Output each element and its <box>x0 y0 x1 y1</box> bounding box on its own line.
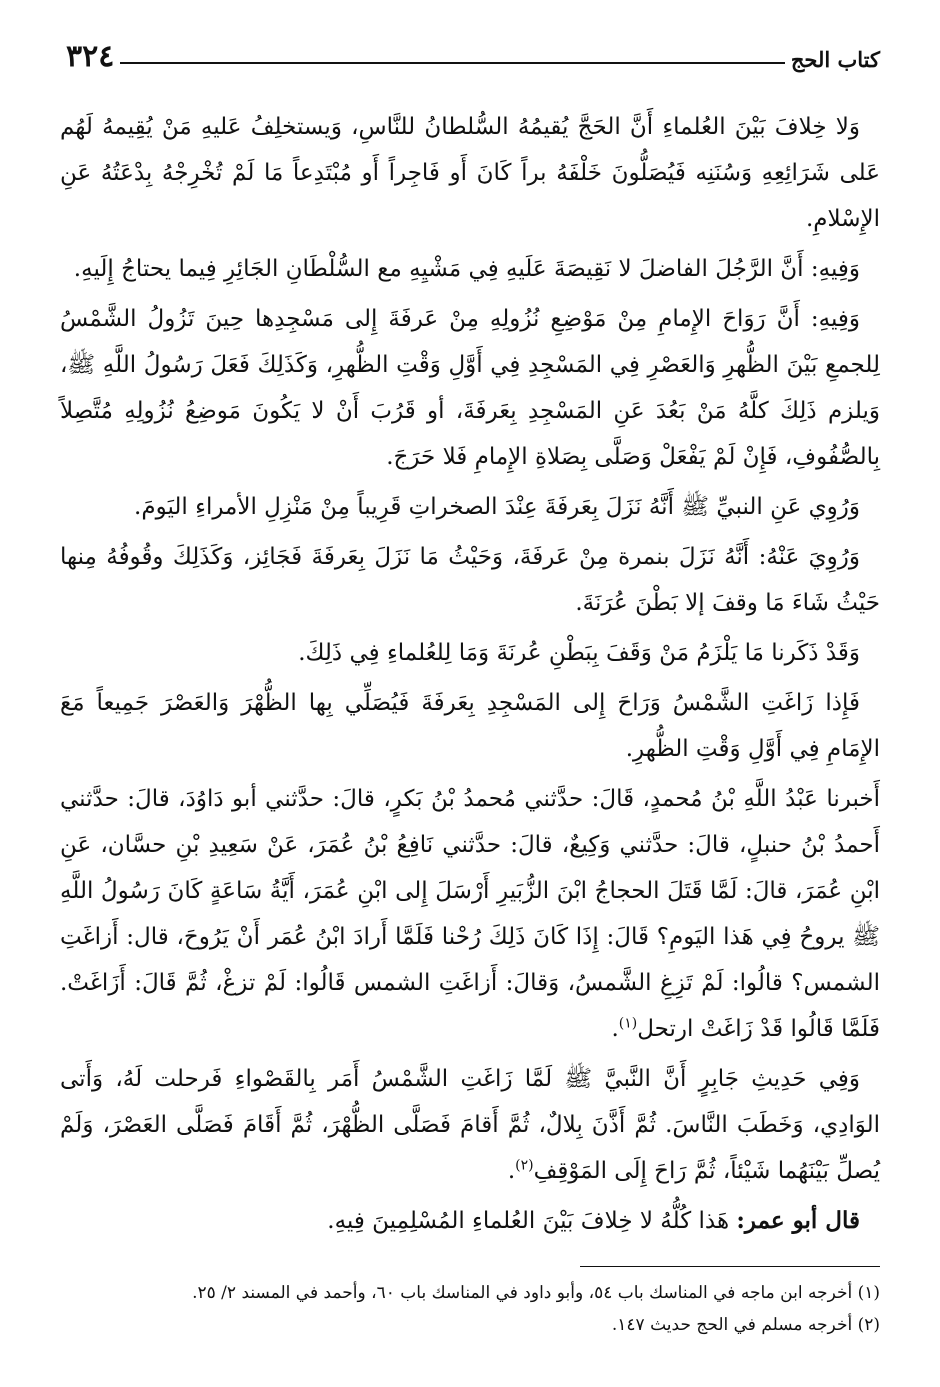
paragraph <box>60 680 880 772</box>
paragraph-text: هَذا كُلُّهُ لا خِلافَ بَيْنَ العُلماءِ المُسْلِمِينَ فِيهِ. <box>327 1208 730 1234</box>
paragraph: أَخبرنا عَبْدُ اللَّهِ بْنُ مُحمدٍ، قَالَ: حدَّثني مُحمدُ بْنُ بَكرٍ، قالَ: حدَّثني أبو دَاوُدَ، قالَ: حدَّثني أَحمدُ بْنُ حنبلٍ، قالَ: حدَّثني وَكِيعٌ، قالَ: حدَّثني نَافِعُ بْنُ عُمَرَ، عَنْ سَعِيدِ بْنِ حسَّان، عَنِ ابْنِ عُمَرَ، قالَ: لَمَّا قَتَلَ الحجاجُ ابْنَ الزُّبَيرِ أَرْسَلَ إِلى ابْنِ عُمَرَ، أَيَّةُ سَاعَةٍ كَانَ رَسُولُ اللَّهِ ﷺ يروحُ فِي هَذا اليَومِ؟ قَالَ: إِذَا كَانَ ذَلِكَ رُحْنا فَلَمَّا أَرادَ ابْنُ عُمَر أَنْ يَرُوحَ، قال: أَزاغَتِ الشمس؟ قالُوا: لَمْ تَزِغِ الشَّمسُ، وَقالَ: أَزاغَتِ الشمس قَالُوا: لَمْ تزغْ، ثُمَّ قَالَ: أَزَاغَتْ. فَلَمَّا قَالُوا قَدْ زَاغَتْ ارتحل$^{(١)}$. <box>60 786 881 1042</box>
footnote-marker[interactable]: (١) <box>618 1015 638 1032</box>
main-text <box>60 104 880 1244</box>
footnote: (١) أخرجه ابن ماجه في المناسك باب ٥٤، وأبو داود في المناسك باب ٦٠، وأحمد في المسند ٢/ ٢٥. <box>192 1283 880 1303</box>
paragraph <box>60 246 880 292</box>
paragraph <box>60 534 880 626</box>
paragraph-text: فَإِذا زَاغَتِ الشَّمْسُ وَرَاحَ إِلى المَسْجِدِ بِعَرفَةَ فَيُصَلِّي بِها الظُّهْرَ وَالعَصْرَ جَمِيعاً مَعَ الإِمَامِ فِي أَوَّلِ وَقْتِ الظُّهرِ. <box>60 690 880 762</box>
paragraph <box>60 104 880 242</box>
paragraph-text: وَرُوِي عَنِ النبيِّ ﷺ أَنَّهُ نَزَلَ بِعَرفَةَ عِنْدَ الصخراتِ قَرِيباً مِنْ مَنْزِلِ الأمراءِ اليَومَ. <box>134 494 860 520</box>
paragraph-text: وَفِي حَدِيثِ جَابِرٍ أَنَّ النَّبيَّ ﷺ لَمَّا زَاغَتِ الشَّمْسُ أَمَر بِالقَصْواءِ فَرحلت لَهُ، وَأَتى الوَادِي، وَخَطَبَ النَّاسَ. ثُمَّ أَذَّنَ بِلالٌ، ثُمَّ أَقامَ فَصَلَّى الظُّهْرَ، ثُمَّ أَقَامَ فَصَلَّى العَصْرَ، وَلَمْ يُصلِّ بَيْنَهُما شَيْئاً، ثُمَّ رَاحَ إِلَى المَوْقِفِ <box>60 1066 880 1184</box>
paragraph <box>60 296 880 480</box>
footnotes <box>60 1277 880 1341</box>
footnote-marker[interactable]: (٢) <box>515 1157 534 1174</box>
paragraph-text: وَرُوِيَ عَنْهُ: أَنَّهُ نَزَلَ بنمرة مِنْ عَرفَةَ، وَحَيْثُ مَا نَزَلَ بِعَرفَةَ فَجَائِز، وَكَذَلِكَ وقُوفُهُ مِنها حَيْثُ شَاءَ مَا وقفَ إلا بَطْنَ عُرَنَةَ. <box>60 544 880 616</box>
paragraph-text: وَفِيهِ: أَنَّ رَوَاحَ الإِمامِ مِنْ مَوْضِعِ نُزُولِهِ مِنْ عَرفَةَ إِلى مَسْجِدِها حِينَ تَزُولُ الشَّمْسُ لِلجمعِ بَيْنَ الظُّهرِ وَالعَصْرِ فِي المَسْجِدِ فِي أَوَّلِ وَقْتِ الظُّهرِ، وَكَذَلِكَ فَعَلَ رَسُولُ اللَّهِ ﷺ، وَيلزم ذَلِكَ كلَّهُ مَنْ بَعُدَ عَنِ المَسْجِدِ بِعَرفَةَ، أو قَرُبَ أَنْ لا يَكُونَ مَوضِعُ نُزُولِهِ مُتَّصِلاً بِالصُّفُوفِ، فَإِنْ لَمْ يَفْعَلْ وَصَلَّى بِصَلاةِ الإِمامِ فَلا حَرَجَ. <box>60 306 880 470</box>
paragraph-text: وَقَدْ ذَكَرنا مَا يَلْزَمُ مَنْ وَقَفَ بِبَطْنِ عُرنَةَ وَمَا لِلعُلماءِ فِي ذَلِكَ. <box>298 640 860 666</box>
footnote: (٢) أخرجه مسلم في الحج حديث ١٤٧. <box>611 1315 880 1335</box>
page <box>60 20 880 1341</box>
running-header <box>60 20 880 72</box>
footnote-divider <box>580 1266 880 1267</box>
paragraph <box>60 484 880 530</box>
page-number: ٣٢٤ <box>66 39 115 74</box>
paragraph-text: وَفِيهِ: أَنَّ الرَّجُلَ الفاضلَ لا نَقِيصَةَ عَلَيهِ فِي مَشْيِهِ مع السُّلْطَانِ الجَائِرِ فِيما يحتاجُ إِلَيهِ. <box>73 256 860 282</box>
paragraph-text: أَخبرنا عَبْدُ اللَّهِ بْنُ مُحمدٍ، قَالَ: حدَّثني مُحمدُ بْنُ بَكرٍ، قالَ: حدَّثني أبو دَاوُدَ، قالَ: حدَّثني أَحمدُ بْنُ حنبلٍ، قالَ: حدَّثني وَكِيعٌ، قالَ: حدَّثني نَافِعُ بْنُ عُمَرَ، عَنْ سَعِيدِ بْنِ حسَّان، عَنِ ابْنِ عُمَرَ، قالَ: لَمَّا قَتَلَ الحجاجُ ابْنَ الزُّبَيرِ أَرْسَلَ إِلى ابْنِ عُمَرَ، أَيَّةُ سَاعَةٍ كَانَ رَسُولُ اللَّهِ ﷺ يروحُ فِي هَذا اليَومِ؟ قَالَ: إِذَا كَانَ ذَلِكَ رُحْنا فَلَمَّا أَرادَ ابْنُ عُمَر أَنْ يَرُوحَ، قال: أَزاغَتِ الشمس؟ قالُوا: لَمْ تَزِغِ الشَّمسُ، وَقالَ: أَزاغَتِ الشمس قَالُوا: لَمْ تزغْ، ثُمَّ قَالَ: أَزَاغَتْ. فَلَمَّا قَالُوا قَدْ زَاغَتْ ارتحل <box>60 786 881 1042</box>
paragraph <box>60 1198 880 1244</box>
paragraph-text: وَلا خِلافَ بَيْنَ العُلماءِ أَنَّ الحَجَّ يُقيمُهُ السُّلطانُ للنَّاسِ، وَيستخلِفُ عَليهِ مَنْ يُقِيمهُ لَهُم عَلى شَرَائِعِهِ وَسُنَنِه فَيُصَلُّونَ خَلْفَهُ براً كَانَ أَو فَاجِراً أَو مُبْتَدِعاً مَا لَمْ تُخْرِجْهُ بِدْعَتُهُ عَنِ الإِسْلامِ. <box>60 114 880 232</box>
paragraph-lead: قال أبو عمر: <box>736 1207 860 1234</box>
paragraph: وَفِي حَدِيثِ جَابِرٍ أَنَّ النَّبيَّ ﷺ لَمَّا زَاغَتِ الشَّمْسُ أَمَر بِالقَصْواءِ فَرحلت لَهُ، وَأَتى الوَادِي، وَخَطَبَ النَّاسَ. ثُمَّ أَذَّنَ بِلالٌ، ثُمَّ أَقامَ فَصَلَّى الظُّهْرَ، ثُمَّ أَقَامَ فَصَلَّى العَصْرَ، وَلَمْ يُصلِّ بَيْنَهُما شَيْئاً، ثُمَّ رَاحَ إِلَى المَوْقِفِ$^{(٢)}$. <box>60 1066 880 1184</box>
book-title: كتاب الحج <box>790 47 880 72</box>
header-rule <box>120 62 784 64</box>
paragraph <box>60 630 880 676</box>
